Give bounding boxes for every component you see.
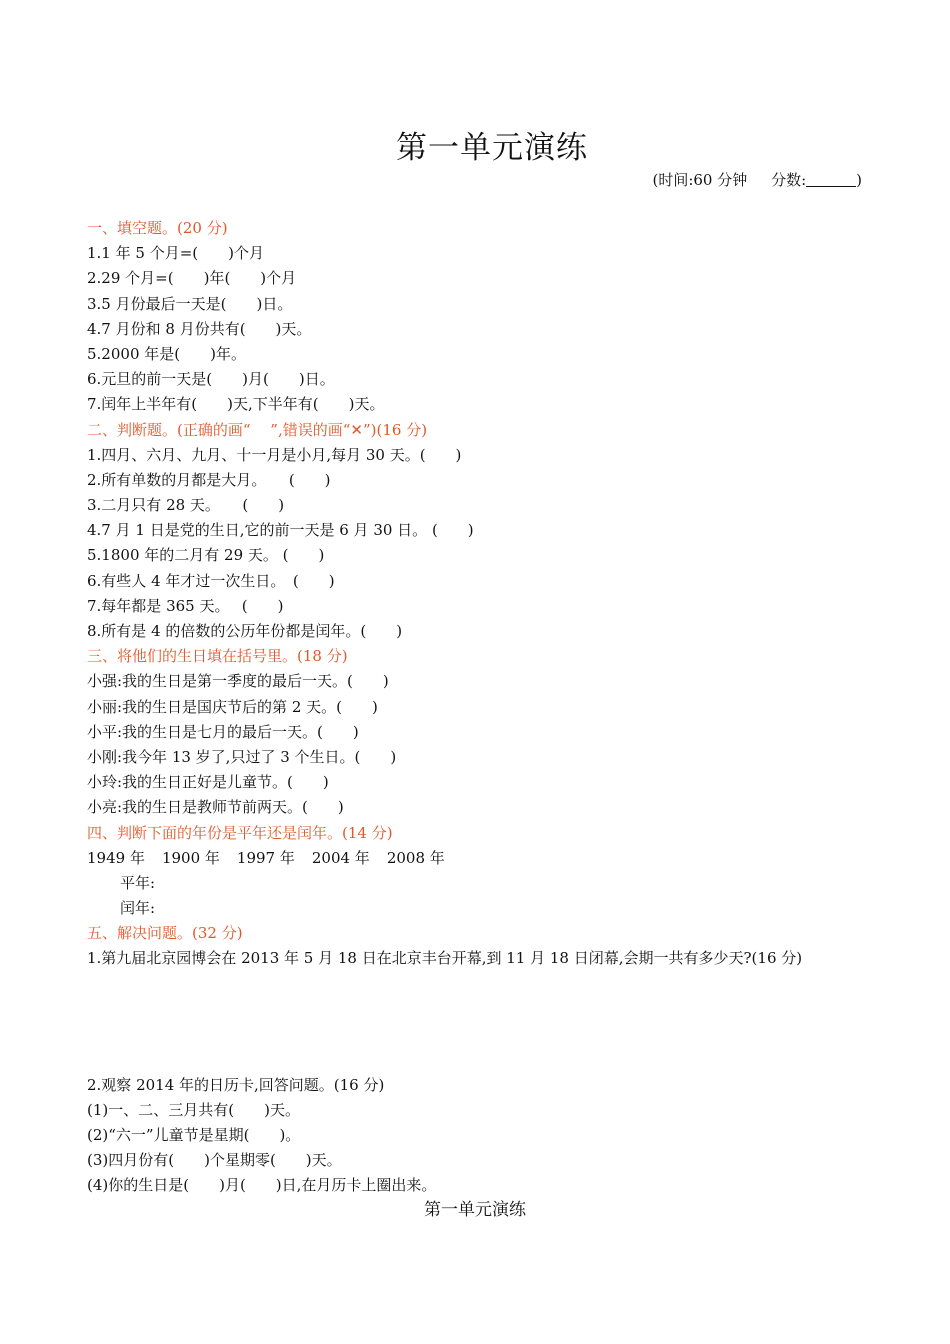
question-item: 小丽:我的生日是国庆节后的第 2 天。( ) xyxy=(87,697,378,716)
problem-2: 2.观察 2014 年的日历卡,回答问题。(16 分) xyxy=(87,1075,385,1094)
question-item: (3)四月份有( )个星期零( )天。 xyxy=(87,1151,342,1170)
year-item: 1900 年 xyxy=(161,848,220,867)
exam-meta xyxy=(652,169,862,190)
question-item: 6.元旦的前一天是( )月( )日。 xyxy=(87,370,335,389)
question-item: 5.1800 年的二月有 29 天。 ( ) xyxy=(87,546,325,565)
year-item: 1997 年 xyxy=(236,848,295,867)
question-item: (1)一、二、三月共有( )天。 xyxy=(87,1100,300,1119)
year-item: 2008 年 xyxy=(386,848,445,867)
question-item: 2.29 个月=( )年( )个月 xyxy=(87,269,297,288)
leap-year-label: 闰年: xyxy=(120,899,156,918)
section-4-heading: 四、判断下面的年份是平年还是闰年。(14 分) xyxy=(87,823,393,842)
section-1-heading: 一、填空题。(20 分) xyxy=(87,219,228,237)
problem-1: 1.第九届北京园博会在 2013 年 5 月 18 日在北京丰台开幕,到 11 月 18 日闭幕,会期一共有多少天?(16 分) xyxy=(87,949,803,968)
section-3-heading: 三、将他们的生日填在括号里。(18 分) xyxy=(87,647,348,666)
score-label: 分数: xyxy=(771,171,807,189)
question-item: 小平:我的生日是七月的最后一天。( ) xyxy=(87,722,359,741)
question-item: 5.2000 年是( )年。 xyxy=(87,344,246,363)
year-item: 1949 年 xyxy=(87,848,145,867)
common-year-label: 平年: xyxy=(120,873,156,892)
exam-content xyxy=(87,216,877,1199)
question-item: 3.二月只有 28 天。 ( ) xyxy=(87,496,285,515)
question-item: 8.所有是 4 的倍数的公历年份都是闰年。( ) xyxy=(87,622,403,640)
question-item: 2.所有单数的月都是大月。 ( ) xyxy=(87,470,331,489)
question-item: 4.7 月 1 日是党的生日,它的前一天是 6 月 30 日。 ( ) xyxy=(87,521,474,540)
question-item: 小强:我的生日是第一季度的最后一天。( ) xyxy=(87,672,389,691)
question-item: 6.有些人 4 年才过一次生日。 ( ) xyxy=(87,571,335,590)
page-title: 第一单元演练 xyxy=(396,130,588,166)
page-footer: 第一单元演练 xyxy=(424,1200,526,1220)
question-item: 小刚:我今年 13 岁了,只过了 3 个生日。( ) xyxy=(87,747,397,766)
section-2-heading: 二、判断题。(正确的画“ ”,错误的画“✕”)(16 分) xyxy=(87,420,428,439)
question-item: 小亮:我的生日是教师节前两天。( ) xyxy=(87,798,344,817)
question-item: 小玲:我的生日正好是儿童节。( ) xyxy=(87,773,329,792)
year-item: 2004 年 xyxy=(311,848,370,867)
score-blank[interactable] xyxy=(806,172,856,187)
question-item: 1.1 年 5 个月=( )个月 xyxy=(87,244,264,263)
question-item: 4.7 月份和 8 月份共有( )天。 xyxy=(87,319,312,338)
question-item: 7.每年都是 365 天。 ( ) xyxy=(87,596,284,615)
question-item: (4)你的生日是( )月( )日,在月历卡上圈出来。 xyxy=(87,1176,437,1195)
answer-space xyxy=(87,972,877,1073)
section-5-heading: 五、解决问题。(32 分) xyxy=(87,924,243,943)
time-limit: (时间:60 分钟 xyxy=(652,171,748,189)
meta-close: ) xyxy=(856,171,862,189)
question-item: 7.闰年上半年有( )天,下半年有( )天。 xyxy=(87,395,385,414)
question-item: 3.5 月份最后一天是( )日。 xyxy=(87,294,293,313)
question-item: 1.四月、六月、九月、十一月是小月,每月 30 天。( ) xyxy=(87,445,462,464)
year-list xyxy=(87,846,877,871)
question-item: (2)“六一”儿童节是星期( )。 xyxy=(87,1126,301,1144)
